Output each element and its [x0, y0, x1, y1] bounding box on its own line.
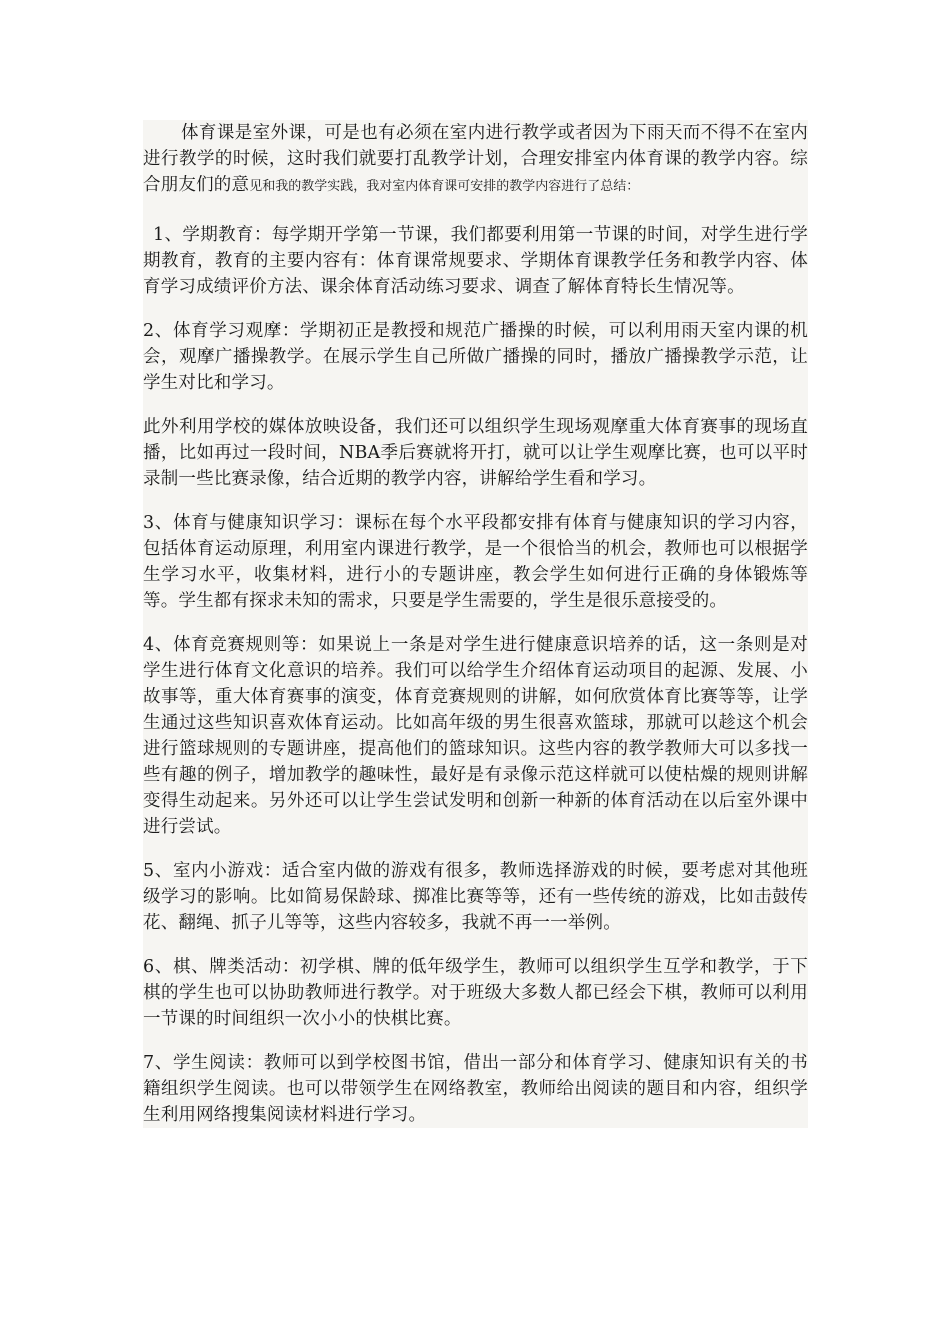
- article-body: [143, 120, 808, 1128]
- paragraph-gap: [143, 936, 808, 954]
- paragraph-competition-rules: 4、体育竞赛规则等：如果说上一条是对学生进行健康意识培养的话，这一条则是对学生进行体育文化意识的培养。我们可以给学生介绍体育运动项目的起源、发展、小故事等，重大体育赛事的演变，体育竞赛规则的讲解，如何欣赏体育比赛等等，让学生通过这些知识喜欢体育运动。比如高年级的男生很喜欢篮球，那就可以趁这个机会进行篮球规则的专题讲座，提高他们的篮球知识。这些内容的教学教师大可以多找一些有趣的例子，增加教学的趣味性，最好是有录像示范这样就可以使枯燥的规则讲解变得生动起来。另外还可以让学生尝试发明和创新一种新的体育活动在以后室外课中进行尝试。: [143, 635, 808, 837]
- paragraph-observation: 2、体育学习观摩：学期初正是教授和规范广播操的时候，可以利用雨天室内课的机会，观摩广播操教学。在展示学生自己所做广播操的同时，播放广播操教学示范，让学生对比和学习。: [143, 321, 808, 393]
- paragraph-gap: [143, 1032, 808, 1050]
- paragraph-term-education: 1、学期教育：每学期开学第一节课，我们都要利用第一节课的时间，对学生进行学期教育，教育的主要内容有：体育课常规要求、学期体育课教学任务和教学内容、体育学习成绩评价方法、课余体育活动练习要求、调查了解体育特长生情况等。: [143, 225, 808, 297]
- paragraph-chess-cards: 6、棋、牌类活动：初学棋、牌的低年级学生，教师可以组织学生互学和教学，于下棋的学生也可以协助教师进行教学。对于班级大多数人都已经会下棋，教师可以利用一节课的时间组织一次小小的快棋比赛。: [143, 957, 808, 1029]
- paragraph-gap: [143, 200, 808, 222]
- intro-paragraph: [143, 120, 808, 200]
- paragraph-indoor-games: 5、室内小游戏：适合室内做的游戏有很多，教师选择游戏的时候，要考虑对其他班级学习的影响。比如简易保龄球、掷准比赛等等，还有一些传统的游戏，比如击鼓传花、翻绳、抓子儿等等，这些内容较多，我就不再一一举例。: [143, 861, 808, 933]
- paragraph-gap: [143, 396, 808, 414]
- paragraph-gap: [143, 300, 808, 318]
- intro-main-text: 体育课是室外课，可是也有必须在室内进行教学或者因为下雨天而不得不在室内进行教学的时候，这时我们就要打乱教学计划，合理安排室内体育课的教学内容。综合朋友们的意: [143, 123, 808, 195]
- paragraph-gap: [143, 492, 808, 510]
- paragraph-student-reading: 7、学生阅读：教师可以到学校图书馆，借出一部分和体育学习、健康知识有关的书籍组织学生阅读。也可以带领学生在网络教室，教师给出阅读的题目和内容，组织学生利用网络搜集阅读材料进行学习。: [143, 1053, 808, 1125]
- intro-tail-text: 见和我的教学实践，我对室内体育课可安排的教学内容进行了总结：: [249, 179, 640, 194]
- paragraph-health-knowledge: 3、体育与健康知识学习：课标在每个水平段都安排有体育与健康知识的学习内容，包括体育运动原理，利用室内课进行教学，是一个很恰当的机会，教师也可以根据学生学习水平，收集材料，进行小的专题讲座，教会学生如何进行正确的身体锻炼等等。学生都有探求未知的需求，只要是学生需要的，学生是很乐意接受的。: [143, 513, 808, 611]
- paragraph-gap: [143, 840, 808, 858]
- paragraph-media-viewing: 此外利用学校的媒体放映设备，我们还可以组织学生现场观摩重大体育赛事的现场直播，比如再过一段时间，NBA季后赛就将开打，就可以让学生观摩比赛，也可以平时录制一些比赛录像，结合近期的教学内容，讲解给学生看和学习。: [143, 417, 808, 489]
- paragraph-gap: [143, 614, 808, 632]
